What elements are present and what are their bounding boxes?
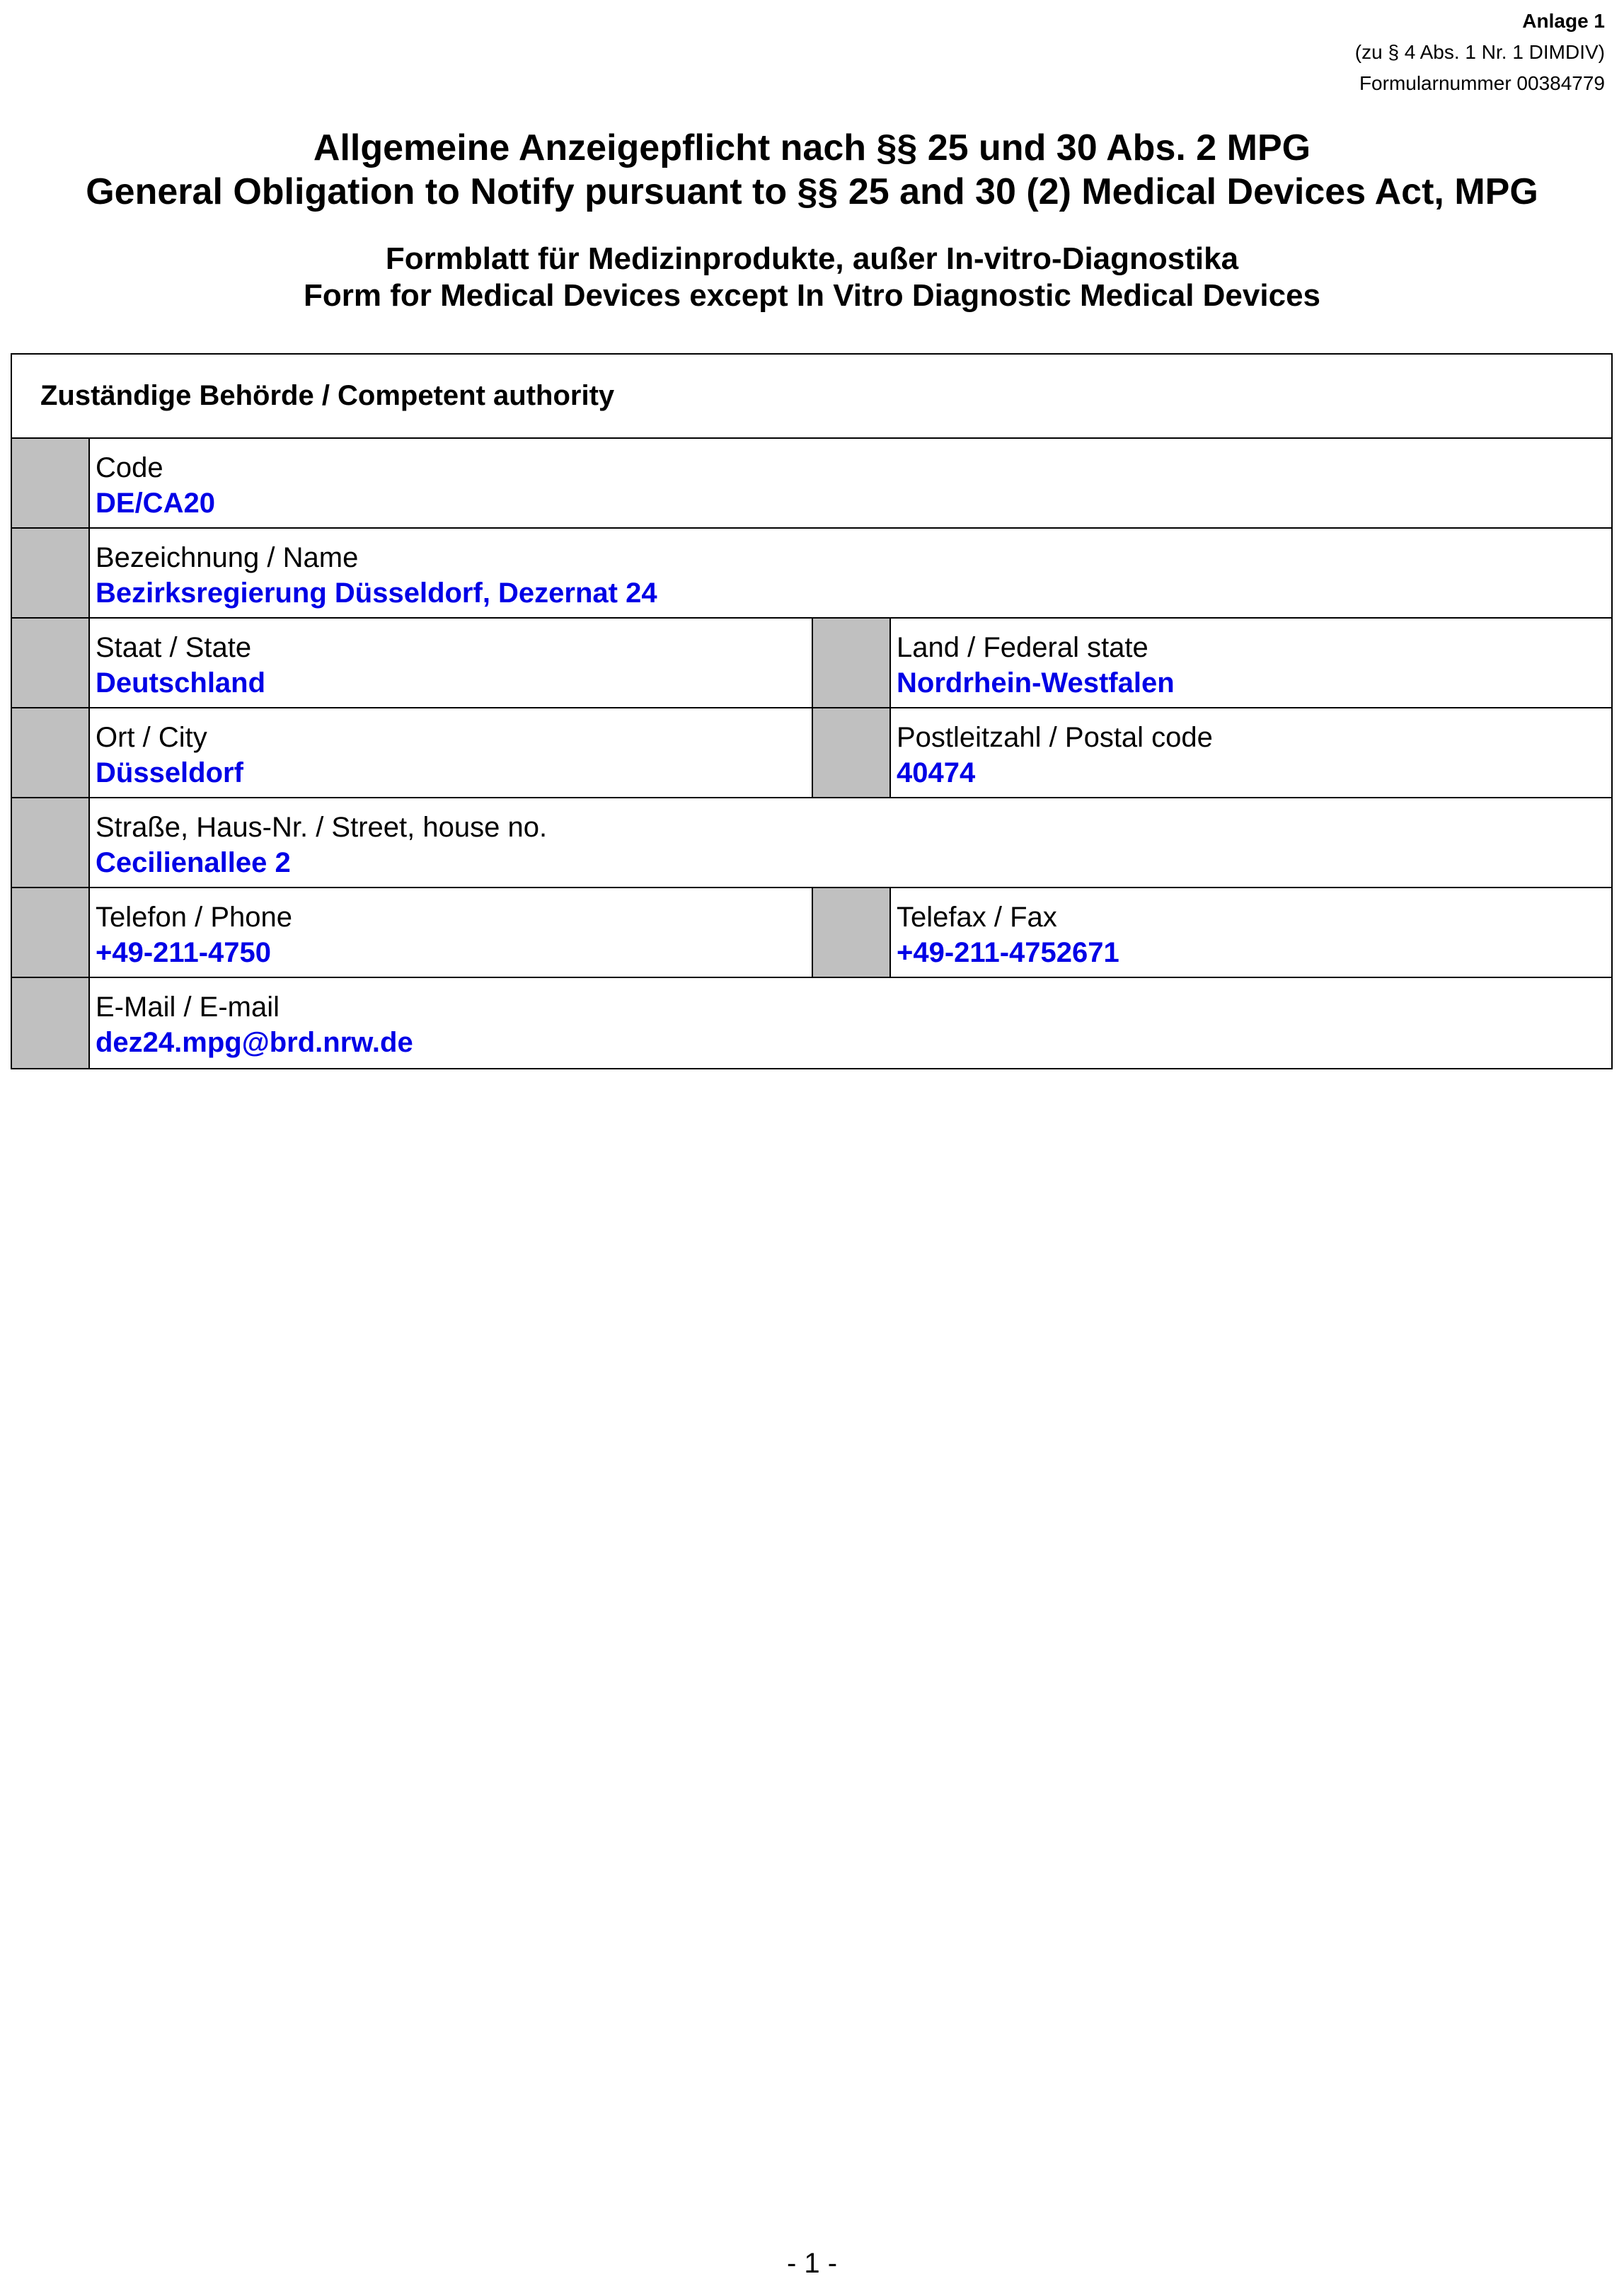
field-value[interactable]: Deutschland [96,667,266,699]
field-label: Telefon / Phone [96,902,292,933]
field-city [12,708,813,797]
field-value[interactable]: Bezirksregierung Düsseldorf, Dezernat 24 [96,578,657,609]
field-value[interactable]: Düsseldorf [96,757,243,788]
form-row-phone [12,888,1611,978]
field-label: Ort / City [96,722,207,753]
form-row-code [12,439,1611,529]
field-marker [813,708,891,797]
field-marker [12,619,90,707]
title-english: General Obligation to Notify pursuant to §§ 25 and 30 (2) Medical Devices Act, MPG [86,171,1538,212]
form-number: Formularnummer 00384779 [1359,72,1605,94]
section-heading: Zuständige Behörde / Competent authority [12,355,1611,439]
form-row-name [12,529,1611,619]
subtitle-english: Form for Medical Devices except In Vitro Diagnostic Medical Devices [303,278,1321,313]
form-row-city [12,708,1611,798]
field-value[interactable]: DE/CA20 [96,488,215,519]
field-marker [12,529,90,617]
field-label: Land / Federal state [897,632,1148,663]
field-marker [12,798,90,887]
field-value[interactable]: dez24.mpg@brd.nrw.de [96,1027,413,1058]
field-label: Bezeichnung / Name [96,542,359,573]
field-name [12,529,1611,617]
form-row-email [12,978,1611,1068]
regulation-reference: (zu § 4 Abs. 1 Nr. 1 DIMDIV) [1354,41,1605,63]
competent-authority-form [11,353,1613,1069]
field-marker [12,888,90,977]
field-marker [12,978,90,1068]
page-title [0,126,1624,214]
field-marker [813,888,891,977]
field-fax [813,888,1611,977]
annex-label: Anlage 1 [1522,10,1605,32]
field-federal-state [813,619,1611,707]
form-row-street [12,798,1611,888]
field-marker [12,439,90,527]
field-label: Postleitzahl / Postal code [897,722,1213,753]
form-row-state [12,619,1611,708]
page-number: - 1 - [786,2248,838,2279]
field-marker [813,619,891,707]
page-subtitle [0,241,1624,314]
field-value[interactable]: +49-211-4750 [96,937,272,968]
field-phone [12,888,813,977]
document-header [1355,6,1605,99]
field-value[interactable]: +49-211-4752671 [897,937,1119,968]
subtitle-german: Formblatt für Medizinprodukte, außer In-vitro-Diagnostika [385,241,1239,276]
field-label: Telefax / Fax [897,902,1057,933]
field-label: Code [96,452,163,483]
field-value[interactable]: Cecilienallee 2 [96,847,291,878]
field-value[interactable]: 40474 [897,757,976,788]
field-marker [12,708,90,797]
field-label: E-Mail / E-mail [96,992,280,1023]
field-street [12,798,1611,887]
field-email [12,978,1611,1068]
field-label: Staat / State [96,632,252,663]
field-state [12,619,813,707]
field-label: Straße, Haus-Nr. / Street, house no. [96,812,548,843]
field-code [12,439,1611,527]
field-postal-code [813,708,1611,797]
title-german: Allgemeine Anzeigepflicht nach §§ 25 und 30 Abs. 2 MPG [313,127,1311,168]
field-value[interactable]: Nordrhein-Westfalen [897,667,1175,699]
